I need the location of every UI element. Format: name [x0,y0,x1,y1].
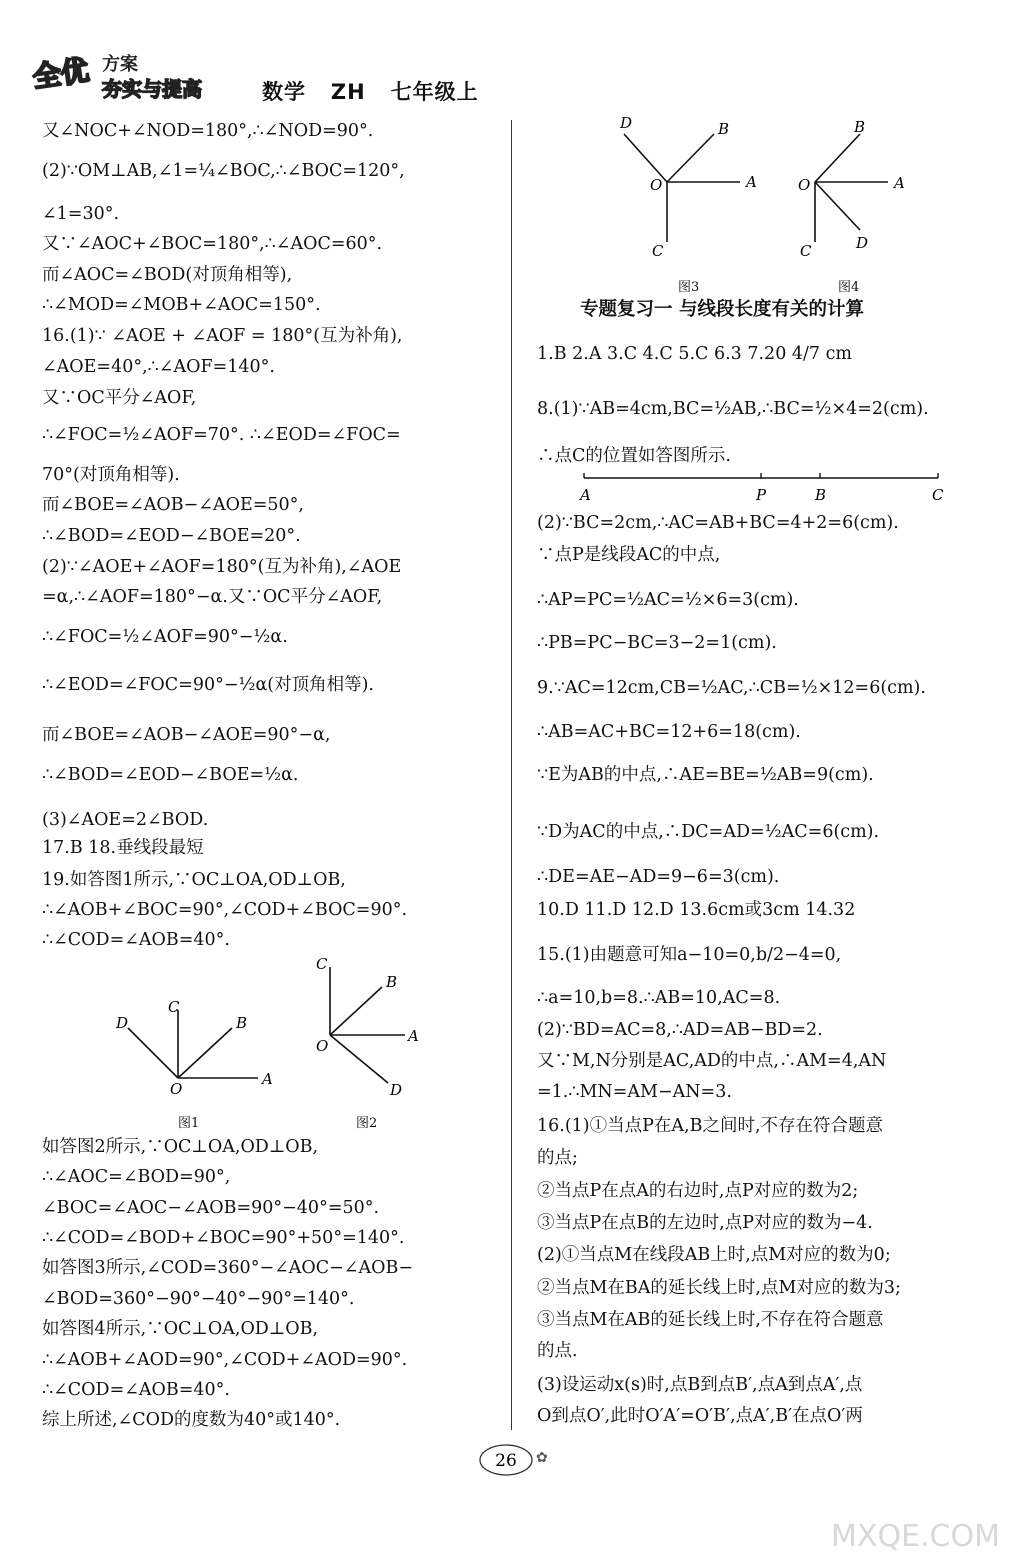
svg-text:B: B [854,118,866,136]
answer-line: 10.D 11.D 12.D 13.6cm或3cm 14.32 [537,900,856,920]
answer-line: ∠1=30°. [42,204,120,224]
svg-text:A: A [262,1070,273,1088]
answer-line: (2)∵BC=2cm,∴AC=AB+BC=4+2=6(cm). [537,513,899,533]
figure-3-caption: 图3 [678,280,700,295]
answer-line: ∴∠AOB+∠BOC=90°,∠COD+∠BOC=90°. [42,900,408,920]
book-logo [30,42,245,104]
svg-text:方案: 方案 [102,54,138,75]
answer-line: 而∠AOC=∠BOD(对顶角相等), [42,265,293,285]
answer-line: ∴∠MOD=∠MOB+∠AOC=150°. [42,295,321,315]
section-title: 专题复习一 与线段长度有关的计算 [580,299,864,320]
answer-line: ∴a=10,b=8.∴AB=10,AC=8. [537,988,781,1008]
svg-text:D: D [116,1014,129,1032]
answer-line: =1.∴MN=AM−AN=3. [537,1082,732,1102]
answer-line: 而∠BOE=∠AOB−∠AOE=50°, [42,495,304,515]
answer-line: ∴AP=PC=½AC=½×6=3(cm). [537,590,799,610]
svg-text:全优: 全优 [30,53,91,94]
segment-point-label: B [815,486,827,504]
answer-line: (2)∵∠AOE+∠AOF=180°(互为补角),∠AOE [42,557,402,577]
answer-line: ∴∠FOC=½∠AOF=90°−½α. [42,627,288,647]
svg-text:O: O [170,1080,183,1098]
answer-line: 16.(1)①当点P在A,B之间时,不存在符合题意 [537,1116,884,1136]
svg-text:O: O [798,176,811,194]
figure-2-caption: 图2 [356,1116,378,1131]
figure-1-caption: 图1 [178,1116,200,1131]
figure-4 [790,112,920,262]
svg-text:C: C [168,1000,180,1016]
svg-text:B: B [386,973,398,991]
answer-line: (2)∵OM⊥AB,∠1=¼∠BOC,∴∠BOC=120°, [42,161,405,181]
answer-line: 的点. [537,1341,578,1361]
answer-line: 又∵∠AOC+∠BOC=180°,∴∠AOC=60°. [42,234,383,254]
figure-3 [612,112,772,262]
svg-text:A: A [408,1027,419,1045]
answer-line: ③当点M在AB的延长线上时,不存在符合题意 [537,1310,884,1330]
answer-line: ∵点P是线段AC的中点, [537,545,721,565]
answer-line: ∴∠AOC=∠BOD=90°, [42,1167,231,1187]
answer-line: 19.如答图1所示,∵OC⊥OA,OD⊥OB, [42,870,346,890]
svg-text:O: O [650,176,663,194]
answer-line: ②当点M在BA的延长线上时,点M对应的数为3; [537,1278,901,1298]
figure-1 [110,1000,280,1100]
page-number-badge [470,1440,550,1480]
answer-line: 16.(1)∵ ∠AOE + ∠AOF = 180°(互为补角), [42,326,403,346]
answer-line: O到点O′,此时O′A′=O′B′,点A′,B′在点O′两 [537,1406,863,1426]
column-divider [511,120,512,1430]
answer-line: ∠BOC=∠AOC−∠AOB=90°−40°=50°. [42,1198,380,1218]
svg-text:B: B [718,120,730,138]
answer-line: ∴∠COD=∠AOB=40°. [42,930,230,950]
answer-line: 15.(1)由题意可知a−10=0,b/2−4=0, [537,945,842,965]
answer-line: (2)①当点M在线段AB上时,点M对应的数为0; [537,1245,891,1265]
answer-line: 又∠NOC+∠NOD=180°,∴∠NOD=90°. [42,121,374,141]
svg-text:A: A [746,173,757,191]
segment-diagram [572,470,952,506]
answer-line: ∴∠EOD=∠FOC=90°−½α(对顶角相等). [42,675,374,695]
subject-title: 数学 ZH 七年级上 [262,80,479,104]
answer-line: ∴∠FOC=½∠AOF=70°. ∴∠EOD=∠FOC= [42,425,401,445]
segment-point-label: C [932,486,944,504]
answer-line: ∴∠BOD=∠EOD−∠BOE=½α. [42,765,299,785]
answer-line: =α,∴∠AOF=180°−α.又∵OC平分∠AOF, [42,587,383,607]
segment-point-label: P [756,486,767,504]
svg-text:C: C [652,242,664,260]
svg-text:O: O [316,1037,329,1055]
svg-text:D: D [390,1081,403,1099]
answer-line: 而∠BOE=∠AOB−∠AOE=90°−α, [42,725,331,745]
answer-line: ∵E为AB的中点,∴AE=BE=½AB=9(cm). [537,765,874,785]
svg-text:D: D [856,234,869,252]
answer-line: (3)设运动x(s)时,点B到点B′,点A到点A′,点 [537,1375,863,1395]
answer-line: ∵D为AC的中点,∴DC=AD=½AC=6(cm). [537,822,880,842]
answer-line: 又∵OC平分∠AOF, [42,388,197,408]
page-header [30,38,530,108]
answer-line: (2)∵BD=AC=8,∴AD=AB−BD=2. [537,1020,823,1040]
answer-line: (3)∠AOE=2∠BOD. [42,810,209,830]
svg-text:B: B [236,1014,248,1032]
figure-2 [310,955,430,1100]
answer-line: 8.(1)∵AB=4cm,BC=½AB,∴BC=½×4=2(cm). [537,399,929,419]
answer-line: ∴AB=AC+BC=12+6=18(cm). [537,722,801,742]
answer-line: ∴∠COD=∠AOB=40°. [42,1380,230,1400]
figure-4-caption: 图4 [838,280,860,295]
svg-text:A: A [894,174,905,192]
answer-line: 如答图4所示,∵OC⊥OA,OD⊥OB, [42,1319,319,1339]
answer-line: 的点; [537,1148,578,1168]
answer-line: 9.∵AC=12cm,CB=½AC,∴CB=½×12=6(cm). [537,678,926,698]
answer-line: ∴DE=AE−AD=9−6=3(cm). [537,867,780,887]
answer-line: 70°(对顶角相等). [42,465,180,485]
answer-line: 综上所述,∠COD的度数为40°或140°. [42,1410,341,1430]
answer-line: ∴PB=PC−BC=3−2=1(cm). [537,633,777,653]
watermark: MXQE.COM [831,1519,1000,1554]
answer-line: ∴∠COD=∠BOD+∠BOC=90°+50°=140°. [42,1228,405,1248]
answer-line: ∴∠AOB+∠AOD=90°,∠COD+∠AOD=90°. [42,1350,408,1370]
answer-line: 1.B 2.A 3.C 4.C 5.C 6.3 7.20 4/7 cm [537,344,853,364]
svg-text:C: C [800,242,812,260]
svg-text:夯实与提高: 夯实与提高 [102,77,202,101]
page-number: 26 [495,1451,517,1471]
answer-line: 17.B 18.垂线段最短 [42,838,204,858]
svg-text:C: C [316,955,328,973]
answer-line: 如答图3所示,∠COD=360°−∠AOC−∠AOB− [42,1258,413,1278]
answer-line: 又∵M,N分别是AC,AD的中点,∴AM=4,AN [537,1051,887,1071]
answer-line: ∠AOE=40°,∴∠AOF=140°. [42,357,275,377]
svg-text:✿: ✿ [536,1450,548,1466]
svg-text:D: D [620,114,633,132]
answer-line: ③当点P在点B的左边时,点P对应的数为−4. [537,1213,873,1233]
answer-line: ∴∠BOD=∠EOD−∠BOE=20°. [42,526,301,546]
answer-line: ∴点C的位置如答图所示. [537,446,731,466]
segment-point-label: A [580,486,591,504]
answer-line: 如答图2所示,∵OC⊥OA,OD⊥OB, [42,1137,319,1157]
answer-line: ∠BOD=360°−90°−40°−90°=140°. [42,1289,355,1309]
answer-line: ②当点P在点A的右边时,点P对应的数为2; [537,1181,859,1201]
